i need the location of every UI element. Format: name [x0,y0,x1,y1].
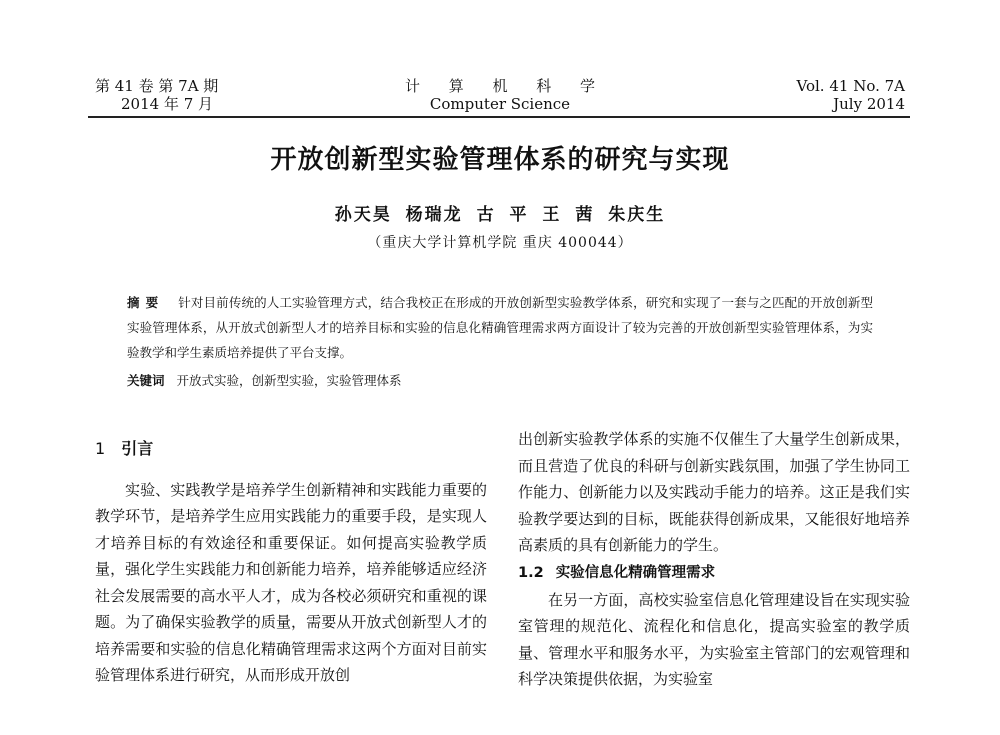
subsection-number: 1.2 [518,564,544,581]
abstract [127,290,873,365]
subsection-heading [518,559,910,587]
header-rule [88,116,910,118]
journal-name [380,77,620,113]
keywords-label: 关键词 [127,373,165,388]
left-column [95,426,487,689]
right-column [518,426,910,693]
journal-issue-en [740,77,905,113]
volume-issue-cn: 第 41 卷 第 7A 期 [95,77,219,95]
section-number: 1 [95,439,106,458]
body-paragraph: 在另一方面，高校实验室信息化管理建设旨在实现实验室管理的规范化、流程化和信息化，提高实验室的教学质量、管理水平和服务水平，为实验室主管部门的宏观管理和科学决策提供依据，为实验室 [518,590,910,688]
date-cn: 2014 年 7 月 [121,95,214,113]
affiliation: （重庆大学计算机学院 重庆 400044） [367,235,633,251]
keywords-text: 开放式实验，创新型实验，实验管理体系 [176,373,402,388]
abstract-label: 摘要 [127,295,165,310]
paper-title: 开放创新型实验管理体系的研究与实现 [270,145,730,175]
volume-issue-en: Vol. 41 No. 7A [796,77,905,95]
section-heading [95,436,487,463]
abstract-text: 针对目前传统的人工实验管理方式，结合我校正在形成的开放创新型实验教学体系，研究和实现了一套与之匹配的开放创新型实验管理体系，从开放式创新型人才的培养目标和实验的信息化精确管理需求两方面设计了较为完善的开放创新型实验管理体系，为实验教学和学生素质培养提供了平台支撑。 [127,295,873,360]
authors: 孙天昊 杨瑞龙 古 平 王 茜 朱庆生 [334,205,666,225]
body-paragraph: 实验、实践教学是培养学生创新精神和实践能力重要的教学环节，是培养学生应用实践能力的重要手段，是实现人才培养目标的有效途径和重要保证。如何提高实验教学质量，强化学生实践能力和创新能力培养，培养能够适应经济社会发展需要的高水平人才，成为各校必须研究和重视的课题。为了确保实验教学的质量，需要从开放式创新型人才的培养需要和实验的信息化精确管理需求这两个方面对目前实验管理体系进行研究，从而形成开放创 [95,480,487,684]
section-title: 引言 [121,439,154,458]
journal-name-cn: 计 算 机 科 学 [404,77,608,95]
journal-name-en: Computer Science [429,95,571,113]
subsection-title: 实验信息化精确管理需求 [555,564,716,581]
date-en: July 2014 [833,95,905,113]
keywords [127,371,873,391]
body-paragraph-continued: 出创新实验教学体系的实施不仅催生了大量学生创新成果，而且营造了优良的科研与创新实践氛围，加强了学生协同工作能力、创新能力以及实践动手能力的培养。这正是我们实验教学要达到的目标，既能获得创新成果，又能很好地培养高素质的具有创新能力的学生。 [518,430,910,554]
journal-issue-cn [95,77,315,113]
